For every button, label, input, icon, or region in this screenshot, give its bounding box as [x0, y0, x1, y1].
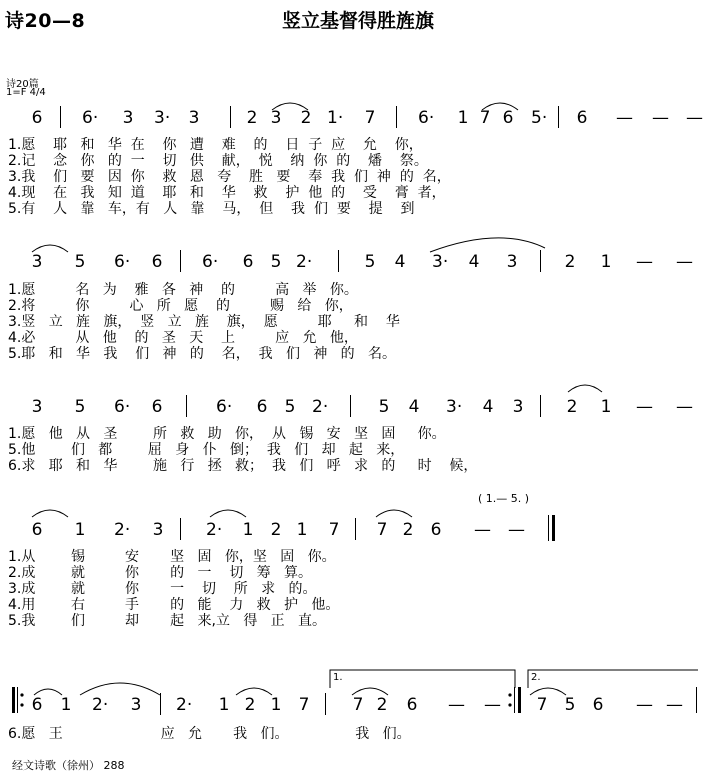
note: 2	[402, 520, 414, 540]
bar-line	[60, 106, 61, 128]
lyric-line: 2.将 你 心 所 愿 的 赐 给 你，	[8, 298, 353, 314]
note: 7	[536, 695, 548, 715]
note: —	[636, 397, 653, 417]
note: 3	[31, 397, 43, 417]
note: 5	[74, 252, 86, 272]
lyric-line: 1.愿 他 从 圣 所 救 助 你， 从 锡 安 坚 固 你。	[8, 426, 446, 442]
note: 3	[130, 695, 142, 715]
note: 6	[592, 695, 604, 715]
note: —	[484, 695, 501, 715]
verse-range-label: ( 1.— 5. )	[478, 492, 530, 505]
volta-1-label: 1.	[333, 672, 343, 683]
note: —	[686, 108, 703, 128]
note: 3	[270, 108, 282, 128]
note: 2	[376, 695, 388, 715]
note: 5	[378, 397, 390, 417]
note: 6	[406, 695, 418, 715]
note: —	[666, 695, 683, 715]
bar-line	[558, 106, 559, 128]
lyric-line: 6.愿 王 应 允 我 们。 我 们。	[8, 726, 411, 742]
note: 2·	[176, 695, 193, 715]
note: 1	[242, 520, 254, 540]
bar-line	[325, 693, 326, 715]
note: 6	[151, 397, 163, 417]
note: 5	[74, 397, 86, 417]
bar-line	[338, 250, 339, 272]
note: 6·	[216, 397, 233, 417]
note: —	[676, 252, 693, 272]
note: 2	[300, 108, 312, 128]
note: 4	[394, 252, 406, 272]
note: 3	[122, 108, 134, 128]
note: 6·	[114, 397, 131, 417]
note: 1	[218, 695, 230, 715]
note: 2	[244, 695, 256, 715]
song-number: 诗20—8	[5, 10, 86, 32]
lyric-line: 5.他 们 都 屈 身 仆 倒； 我 们 却 起 来，	[8, 442, 405, 458]
bar-line	[350, 395, 351, 417]
note: 6·	[82, 108, 99, 128]
note: —	[636, 252, 653, 272]
bar-line	[230, 106, 231, 128]
note: 6	[502, 108, 514, 128]
lyric-line: 4.必 从 他 的 圣 天 上 应 允 他，	[8, 330, 358, 346]
note: 3	[506, 252, 518, 272]
note: 7	[376, 520, 388, 540]
note: 1·	[327, 108, 344, 128]
lyric-line: 3.竖 立 旌 旗， 竖 立 旌 旗， 愿 耶 和 华	[8, 314, 400, 330]
note: 2·	[312, 397, 329, 417]
note: 7	[298, 695, 310, 715]
note: 3	[152, 520, 164, 540]
note: 1	[600, 397, 612, 417]
key-signature: 1=F 4/4	[6, 87, 46, 98]
note: 6	[430, 520, 442, 540]
song-title: 竖立基督得胜旌旗	[282, 10, 435, 32]
note: 6·	[114, 252, 131, 272]
note: 3·	[432, 252, 449, 272]
note: 1	[296, 520, 308, 540]
note: 7	[364, 108, 376, 128]
note: 5	[284, 397, 296, 417]
note: 6	[576, 108, 588, 128]
lyric-line: 2.成 就 你 的 一 切 筹 算。	[8, 565, 313, 581]
note: 5	[564, 695, 576, 715]
lyric-line: 3.我 们 要 因 你 救 恩 夸 胜 要 奉 我 们 神 的 名，	[8, 169, 451, 185]
note: 6·	[418, 108, 435, 128]
note: —	[636, 695, 653, 715]
note: 6	[31, 695, 43, 715]
lyric-line: 4.现 在 我 知 道 耶 和 华 救 护 他 的 受 膏 者，	[8, 185, 446, 201]
note: 7	[479, 108, 491, 128]
note: 6	[151, 252, 163, 272]
note: 4	[468, 252, 480, 272]
note: 2·	[296, 252, 313, 272]
lyric-line: 1.愿 名 为 雅 各 神 的 高 举 你。	[8, 282, 358, 298]
lyric-line: 5.我 们 却 起 来,立 得 正 直。	[8, 613, 327, 629]
source-label: 诗20篇	[6, 79, 39, 90]
note: 6	[31, 108, 43, 128]
lyric-line: 1.从 锡 安 坚 固 你，坚 固 你。	[8, 549, 336, 565]
lyric-line: 1.愿 耶 和 华 在 你 遭 难 的 日 子 应 允 你，	[8, 137, 423, 153]
note: 7	[352, 695, 364, 715]
note: 6	[31, 520, 43, 540]
note: —	[616, 108, 633, 128]
note: 3	[188, 108, 200, 128]
note: 3·	[446, 397, 463, 417]
note: 2	[566, 397, 578, 417]
lyric-line: 4.用 右 手 的 能 力 救 护 他。	[8, 597, 340, 613]
note: 2·	[114, 520, 131, 540]
note: 2	[270, 520, 282, 540]
note: 7	[328, 520, 340, 540]
note: 6	[242, 252, 254, 272]
bar-line	[540, 395, 541, 417]
note: —	[474, 520, 491, 540]
bar-line	[540, 250, 541, 272]
note: 2	[564, 252, 576, 272]
lyric-line: 3.成 就 你 一 切 所 求 的。	[8, 581, 317, 597]
lyric-line: 5.有 人 靠 车，有 人 靠 马， 但 我 们 要 提 到	[8, 201, 415, 217]
footer-source: 经文诗歌（徐州） 288	[12, 759, 125, 772]
note: —	[508, 520, 525, 540]
note: 3·	[154, 108, 171, 128]
note: 1	[270, 695, 282, 715]
bar-line	[355, 518, 356, 540]
note: 2·	[92, 695, 109, 715]
note: 2	[246, 108, 258, 128]
lyric-line: 5.耶 和 华 我 们 神 的 名， 我 们 神 的 名。	[8, 346, 397, 362]
note: 6	[256, 397, 268, 417]
note: —	[448, 695, 465, 715]
note: 1	[600, 252, 612, 272]
bar-line	[160, 693, 161, 715]
note: 5	[270, 252, 282, 272]
note: 5	[364, 252, 376, 272]
volta-2-label: 2.	[531, 672, 541, 683]
note: 6·	[202, 252, 219, 272]
note: 2·	[206, 520, 223, 540]
lyric-line: 2.记 念 你 的 一 切 供 献， 悦 纳 你 的 燔 祭。	[8, 153, 428, 169]
note: 1	[60, 695, 72, 715]
note: 3	[512, 397, 524, 417]
note: 1	[457, 108, 469, 128]
note: 5·	[531, 108, 548, 128]
note: —	[676, 397, 693, 417]
lyric-line: 6.求 耶 和 华 施 行 拯 救； 我 们 呼 求 的 时 候，	[8, 458, 478, 474]
note: 4	[482, 397, 494, 417]
note: 4	[408, 397, 420, 417]
note: 3	[31, 252, 43, 272]
note: —	[652, 108, 669, 128]
bar-line	[186, 395, 187, 417]
bar-line	[180, 250, 181, 272]
bar-line	[180, 518, 181, 540]
note: 1	[74, 520, 86, 540]
bar-line	[396, 106, 397, 128]
